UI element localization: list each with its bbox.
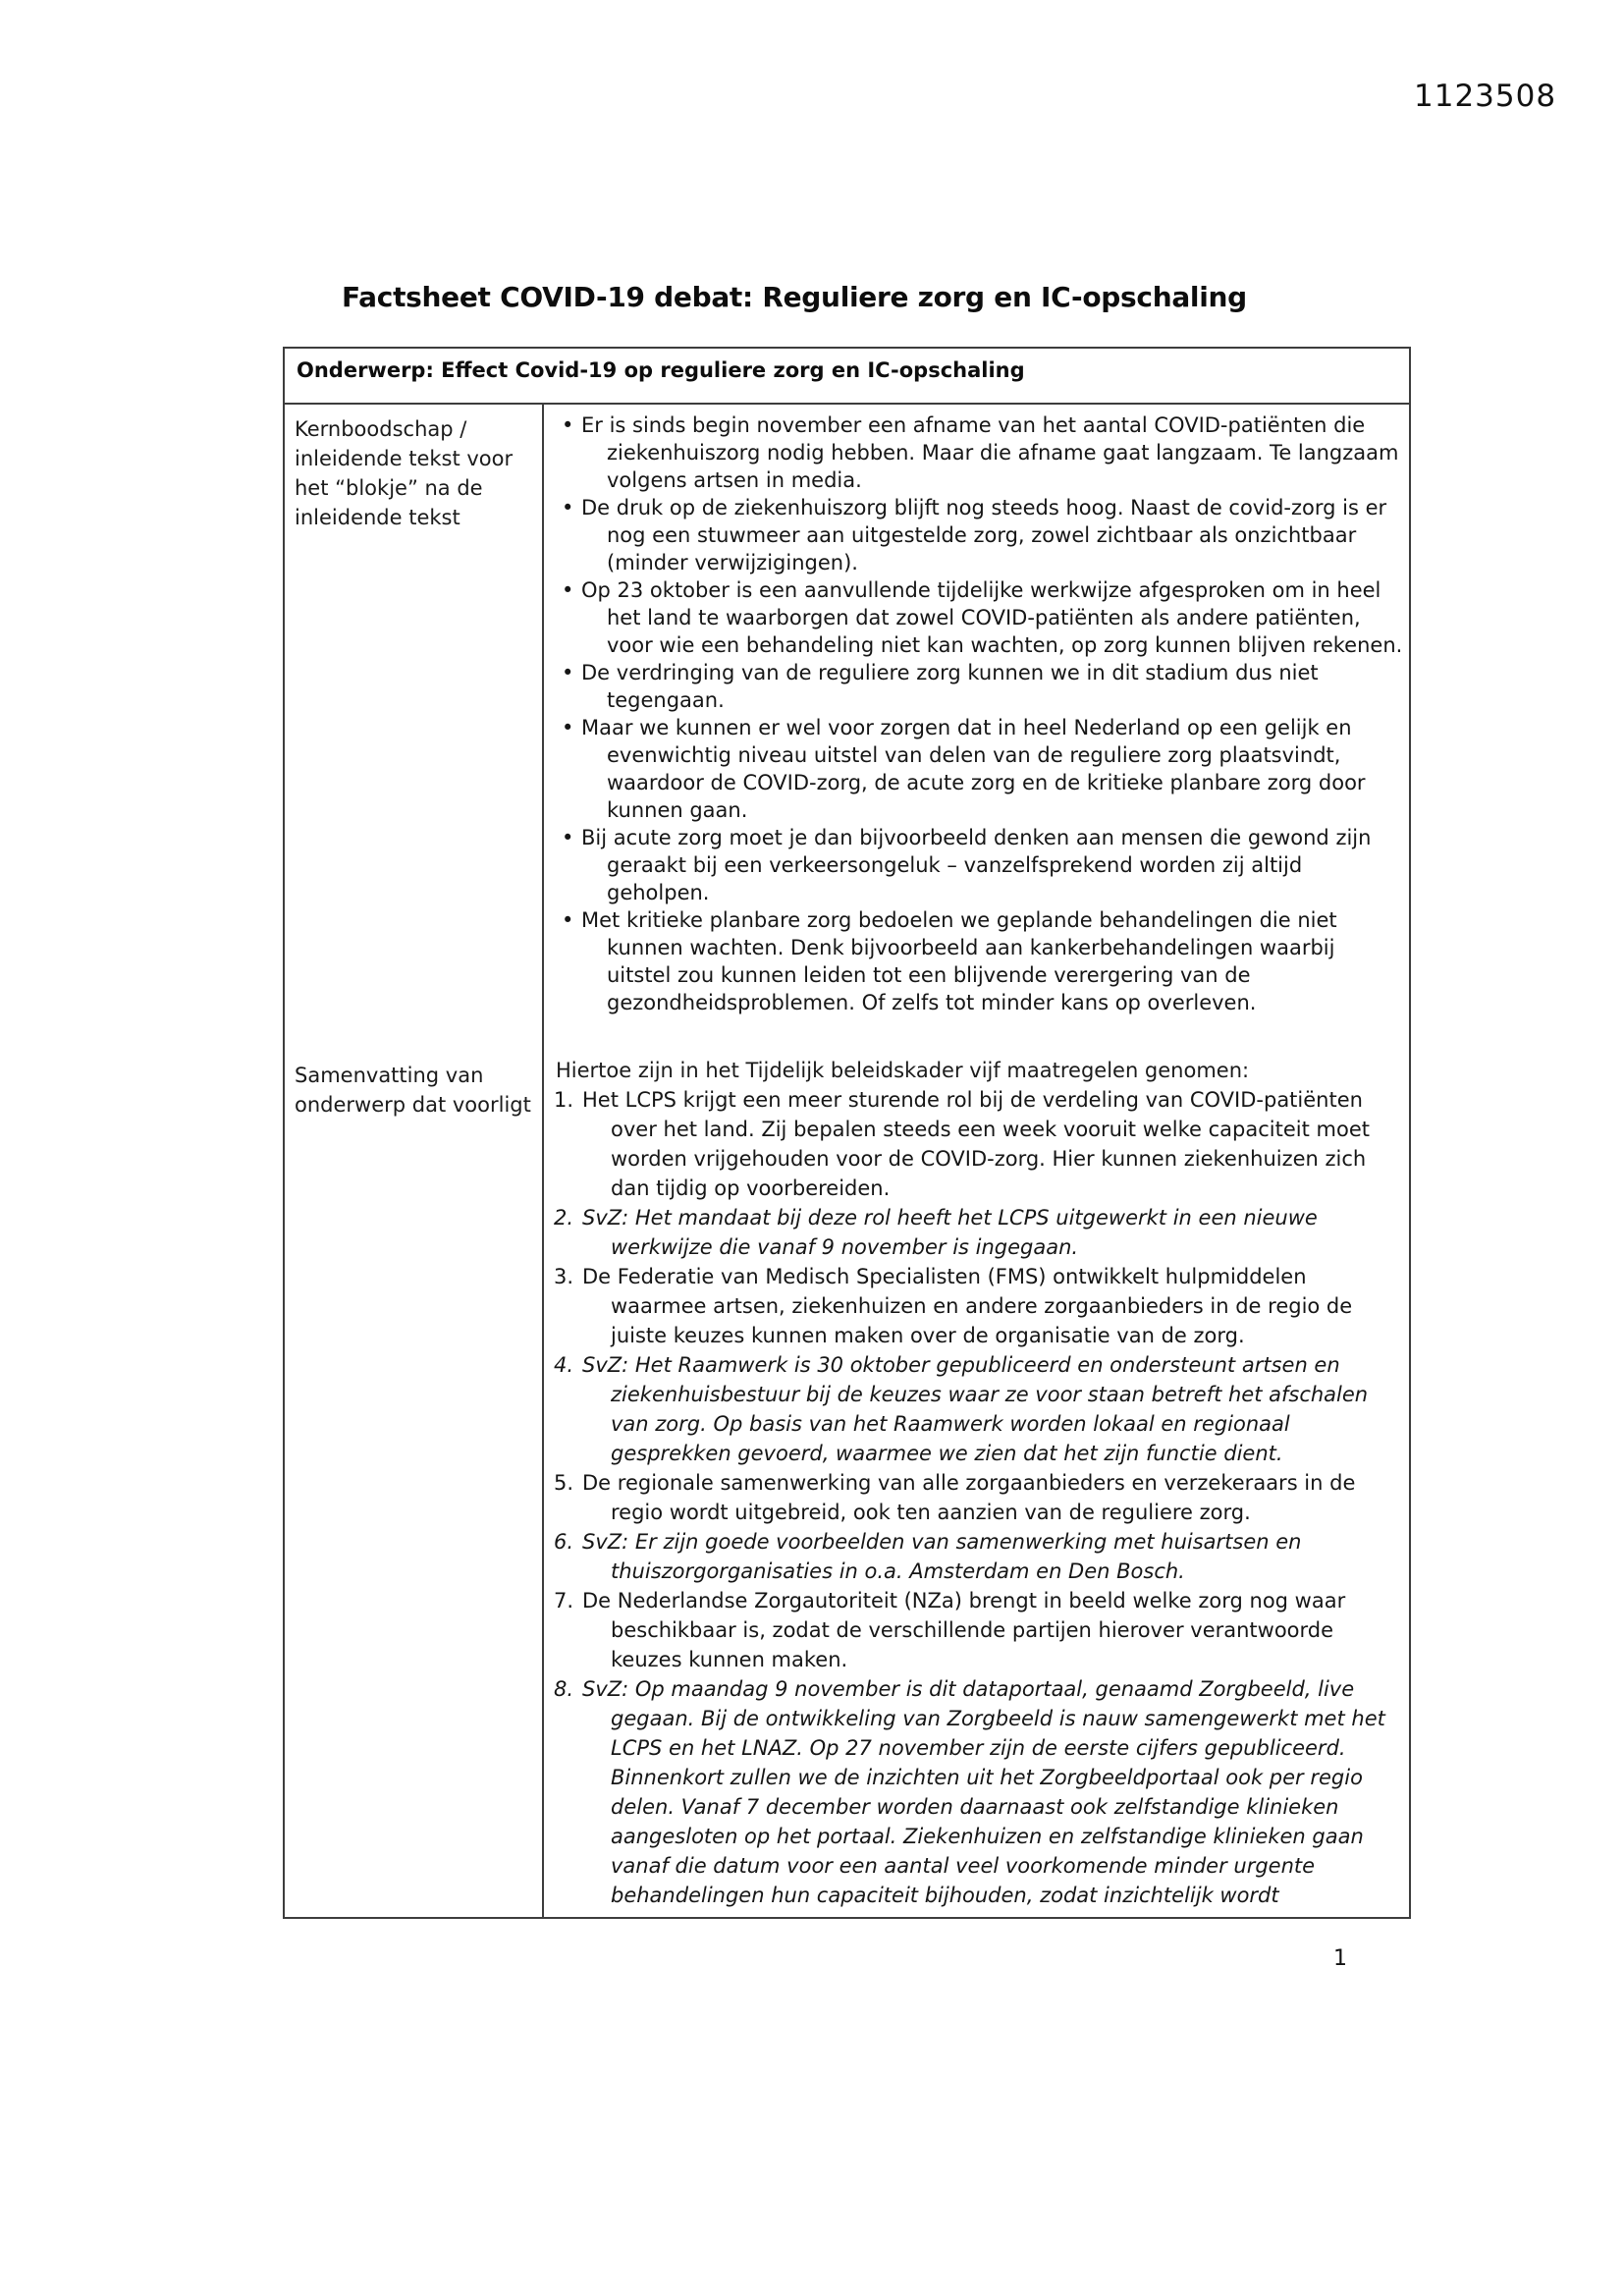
measure-text: De Federatie van Medisch Specialisten (FMS) ontwikkelt hulpmiddelen waarmee artsen, ziekenhuizen en andere zorgaanbieders in de regio de juiste keuzes kunnen maken over de organisatie van de zorg. (582, 1265, 1353, 1347)
measure-item (546, 1262, 1403, 1350)
measures-intro: Hiertoe zijn in het Tijdelijk beleidskader vijf maatregelen genomen: (556, 1059, 1250, 1082)
measure-text: De regionale samenwerking van alle zorgaanbieders en verzekeraars in de regio wordt uitgebreid, ook ten aanzien van de reguliere zorg. (582, 1471, 1356, 1524)
measure-text: SvZ: Het mandaat bij deze rol heeft het LCPS uitgewerkt in een nieuwe werkwijze die vanaf 9 november is ingegaan. (582, 1206, 1318, 1259)
bullet-item (546, 824, 1403, 906)
bullet-text: De verdringing van de reguliere zorg kunnen we in dit stadium dus niet tegengaan. (581, 661, 1319, 712)
bullet-list (544, 405, 1409, 1051)
measure-text: De Nederlandse Zorgautoriteit (NZa) brengt in beeld welke zorg nog waar beschikbaar is, zodat de verschillende partijen hierover verantwoorde keuzes kunnen maken. (582, 1589, 1346, 1671)
bullet-item (546, 576, 1403, 659)
measure-item (546, 1674, 1403, 1910)
bullet-glyph: • (562, 716, 574, 739)
table-header-row: Onderwerp: Effect Covid-19 op reguliere zorg en IC-opschaling (285, 349, 1409, 405)
bullet-text: Op 23 oktober is een aanvullende tijdelijke werkwijze afgesproken om in heel het land te waarborgen dat zowel COVID-patiënten als andere patiënten, voor wie een behandeling niet kan wachten, op zorg kunnen blijven rekenen. (581, 578, 1403, 657)
measure-item (546, 1586, 1403, 1674)
measure-number: 5. (554, 1471, 574, 1495)
bullet-glyph: • (562, 826, 574, 849)
bullet-item (546, 494, 1403, 576)
measure-item (546, 1468, 1403, 1527)
row-label-samenvatting: Samenvatting van onderwerp dat voorligt (285, 1051, 544, 1917)
bullet-glyph: • (562, 661, 574, 684)
bullet-item (546, 714, 1403, 824)
page-title: Factsheet COVID-19 debat: Reguliere zorg en IC-opschaling (342, 281, 1247, 313)
measure-text: SvZ: Er zijn goede voorbeelden van samenwerking met huisartsen en thuiszorgorganisaties in o.a. Amsterdam en Den Bosch. (582, 1530, 1302, 1583)
bullet-item (546, 411, 1403, 494)
measure-text: SvZ: Op maandag 9 november is dit dataportaal, genaamd Zorgbeeld, live gegaan. Bij de ontwikkeling van Zorgbeeld is nauw samengewerkt met het LCPS en het LNAZ. Op 27 november zijn de eerste cijfers gepubliceerd. Binnenkort zullen we de inzichten uit het Zorgbeeldportaal ook per regio delen. Vanaf 7 december worden daarnaast ook zelfstandige klinieken aangesloten op het portaal. Ziekenhuizen en zelfstandige klinieken gaan vanaf die datum voor een aantal veel voorkomende minder urgente behandelingen hun capaciteit bijhouden, zodat inzichtelijk wordt (582, 1677, 1385, 1907)
measure-item (546, 1350, 1403, 1468)
bullet-item (546, 659, 1403, 714)
measure-number: 3. (554, 1265, 574, 1288)
bullet-text: Met kritieke planbare zorg bedoelen we geplande behandelingen die niet kunnen wachten. Denk bijvoorbeeld aan kankerbehandelingen waarbij uitstel zou kunnen leiden tot een blijvende verergering van de gezondheidsproblemen. Of zelfs tot minder kans op overleven. (581, 908, 1337, 1014)
bullet-glyph: • (562, 496, 574, 519)
measure-number: 2. (554, 1206, 574, 1230)
document-number: 1123508 (1414, 79, 1557, 114)
measures-content (544, 1051, 1409, 1917)
bullet-text: De druk op de ziekenhuiszorg blijft nog steeds hoog. Naast de covid-zorg is er nog een stuwmeer aan uitgestelde zorg, zowel zichtbaar als onzichtbaar (minder verwijzigingen). (581, 496, 1387, 574)
measure-number: 4. (554, 1353, 574, 1377)
measure-text: SvZ: Het Raamwerk is 30 oktober gepubliceerd en ondersteunt artsen en ziekenhuisbestuur bij de keuzes waar ze voor staan betreft het afschalen van zorg. Op basis van het Raamwerk worden lokaal en regionaal gesprekken gevoerd, waarmee we zien dat het zijn functie dient. (582, 1353, 1369, 1465)
bullet-glyph: • (562, 413, 574, 437)
table-row-samenvatting (285, 1051, 1409, 1917)
factsheet-table (283, 347, 1411, 1919)
page-number: 1 (1333, 1946, 1347, 1971)
measure-number: 1. (554, 1088, 574, 1112)
measure-number: 6. (554, 1530, 574, 1554)
bullet-glyph: • (562, 908, 574, 932)
bullet-text: Er is sinds begin november een afname van het aantal COVID-patiënten die ziekenhuiszorg nodig hebben. Maar die afname gaat langzaam. Te langzaam volgens artsen in media. (581, 413, 1399, 492)
bullet-text: Bij acute zorg moet je dan bijvoorbeeld denken aan mensen die gewond zijn geraakt bij een verkeersongeluk – vanzelfsprekend worden zij altijd geholpen. (581, 826, 1372, 904)
measure-item (546, 1527, 1403, 1586)
measure-item (546, 1085, 1403, 1203)
row-label-kernboodschap: Kernboodschap / inleidende tekst voor het “blokje” na de inleidende tekst (285, 405, 544, 1051)
measure-number: 7. (554, 1589, 574, 1613)
bullet-item (546, 906, 1403, 1016)
bullet-text: Maar we kunnen er wel voor zorgen dat in heel Nederland op een gelijk en evenwichtig niveau uitstel van delen van de reguliere zorg plaatsvindt, waardoor de COVID-zorg, de acute zorg en de kritieke planbare zorg door kunnen gaan. (581, 716, 1366, 822)
measure-item (546, 1203, 1403, 1262)
bullet-glyph: • (562, 578, 574, 602)
table-row-kernboodschap (285, 405, 1409, 1051)
measure-number: 8. (554, 1677, 574, 1701)
measure-text: Het LCPS krijgt een meer sturende rol bij de verdeling van COVID-patiënten over het land. Zij bepalen steeds een week vooruit welke capaciteit moet worden vrijgehouden voor de COVID-zorg. Hier kunnen ziekenhuizen zich dan tijdig op voorbereiden. (582, 1088, 1370, 1200)
numbered-list (546, 1085, 1403, 1910)
